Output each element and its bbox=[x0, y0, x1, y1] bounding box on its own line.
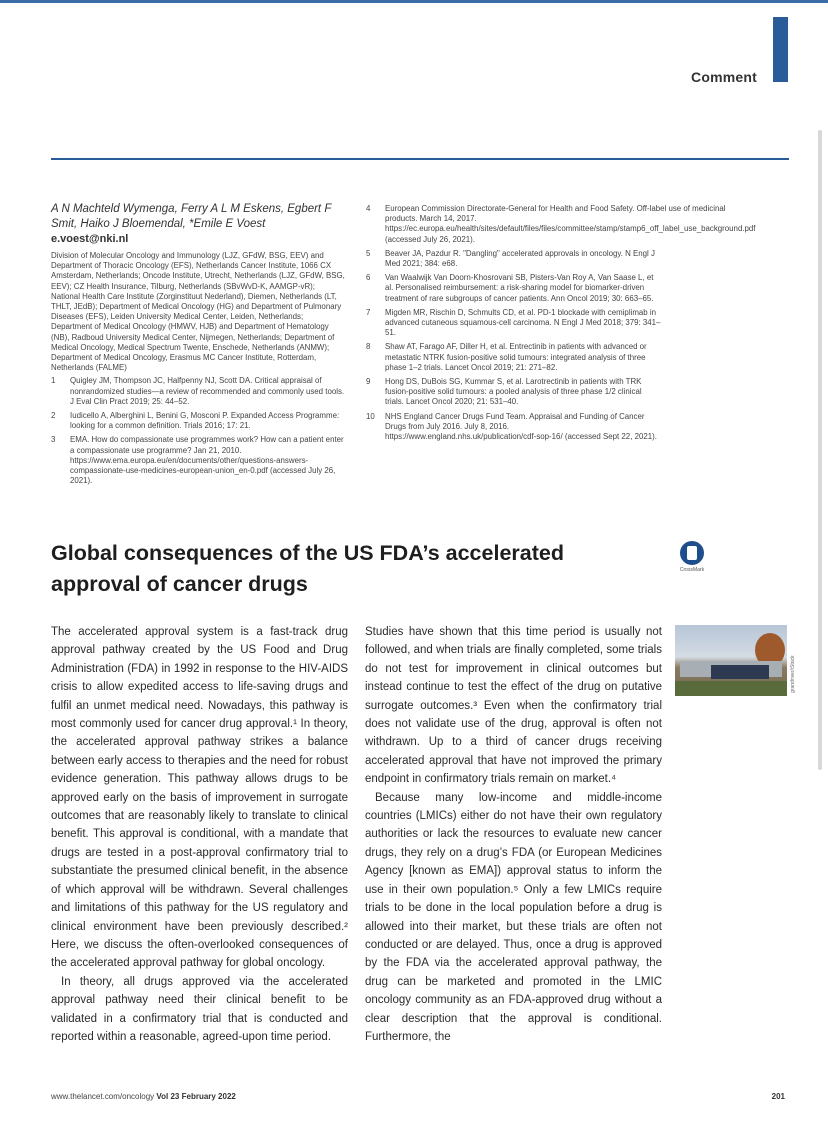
reference-item bbox=[366, 342, 662, 373]
body-paragraph: In theory, all drugs approved via the accelerated approval pathway need their clinical benefit to be validated in a confirmatory trial that is conducted and reported within a reasonable, agreed-upon time period. bbox=[51, 975, 348, 1043]
photo-credit bbox=[788, 625, 797, 696]
article-title: Global consequences of the US FDA’s accelerated approval of cancer drugs bbox=[51, 541, 564, 596]
footer-issue: Vol 23 February 2022 bbox=[156, 1092, 236, 1101]
section-tab-marker bbox=[773, 17, 788, 82]
reference-text: NHS England Cancer Drugs Fund Team. Appraisal and Funding of Cancer Drugs from July 2016. July 8, 2016. https://www.england.nhs.uk/publication/cdf-sop-16/ (accessed Sept 22, 2021). bbox=[385, 411, 657, 442]
body-paragraph: Because many low-income and middle-income countries (LMICs) either do not have their own regulatory authorities or lack the resources to evaluate new cancer drugs, they rely on a drug’s FDA (or European Medicines Agency [known as EMA]) approval status to inform the use in their own population.⁵ Only a few LMICs require trials to be done in the local population before a drug is allowed into their market, but these trials are often not conducted or are delayed. Thus, once a drug is approved by the FDA via the accelerated approval pathway, the drug can be marketed and promoted in the LMIC oncology community as an FDA-approved drug without a clear description that the approval is conditional. Furthermore, the bbox=[365, 791, 662, 1043]
reference-number: 3 bbox=[51, 435, 56, 445]
reference-item bbox=[366, 377, 662, 408]
reference-number: 7 bbox=[366, 307, 371, 317]
references-left bbox=[51, 376, 346, 486]
reference-text: EMA. How do compassionate use programmes work? How can a patient enter a compassionate use programme? Jan 21, 2010. https://www.ema.europa.eu/en/documents/other/questions-answers-compassionate-use-medicines-european-union_en-0.pdf (accessed July 26, 2021). bbox=[70, 435, 344, 486]
reference-item bbox=[366, 308, 662, 339]
reference-number: 10 bbox=[366, 411, 375, 421]
scrollbar[interactable] bbox=[818, 130, 822, 770]
reference-item bbox=[366, 249, 662, 269]
reference-number: 4 bbox=[366, 204, 371, 213]
section-label: Comment bbox=[691, 69, 757, 85]
body-paragraph: Studies have shown that this time period is usually not followed, and when trials are finally completed, some trials do not test for improvement in clinical outcomes but instead continue to test the effect of the drug on putative surrogate outcomes.³ Even when the confirmatory trial does not validate use of the drug, approval is often not withdrawn. Up to a third of cancer drugs receiving accelerated approval that have not improved the primary endpoint in confirmatory trials remain on market.⁴ bbox=[365, 626, 662, 786]
article-body-column-2 bbox=[365, 623, 662, 1046]
author-email[interactable]: e.voest@nki.nl bbox=[51, 233, 129, 245]
reference-item bbox=[51, 376, 346, 407]
reference-item bbox=[366, 273, 662, 304]
photo-lawn bbox=[675, 681, 787, 696]
reference-item bbox=[366, 412, 662, 443]
photo-fda-sign bbox=[711, 665, 769, 679]
reference-text: Hong DS, DuBois SG, Kummar S, et al. Larotrectinib in patients with TRK fusion-positive solid tumours: a pooled analysis of three phase 1/2 clinical trials. Lancet Oncol 2020; 21: 531–40. bbox=[385, 377, 642, 407]
author-names: A N Machteld Wymenga, Ferry A L M Eskens, Egbert F Smit, Haiko J Bloemendal, *Emile E Voest bbox=[51, 203, 332, 230]
reference-text: Beaver JA, Pazdur R. "Dangling" accelerated approvals in oncology. N Engl J Med 2021; 384: e68. bbox=[385, 248, 655, 269]
top-accent-bar bbox=[0, 0, 828, 3]
reference-item bbox=[366, 204, 756, 245]
reference-number: 6 bbox=[366, 273, 371, 283]
footer-journal bbox=[51, 1092, 236, 1101]
reference-number: 5 bbox=[366, 248, 371, 258]
fda-building-photo bbox=[675, 625, 787, 696]
reference-text: Shaw AT, Farago AF, Diller H, et al. Entrectinib in patients with advanced or metastatic NTRK fusion-positive solid tumours: integrated analysis of three phase 1–2 trials. Lancet Oncol 2019; 21: 271–82. bbox=[385, 342, 647, 372]
crossmark-label: CrossMark bbox=[679, 567, 705, 573]
reference-item bbox=[51, 411, 346, 431]
reference-number: 2 bbox=[51, 411, 56, 421]
footer-url[interactable]: www.thelancet.com/oncology bbox=[51, 1092, 155, 1101]
photo-credit-text: grandriver/iStock bbox=[790, 655, 796, 693]
reference-number: 8 bbox=[366, 342, 371, 352]
reference-item bbox=[51, 435, 346, 486]
reference-number: 9 bbox=[366, 377, 371, 387]
reference-number: 1 bbox=[51, 376, 56, 386]
header-rule bbox=[51, 158, 789, 160]
reference-text: Migden MR, Rischin D, Schmults CD, et al. PD-1 blockade with cemiplimab in advanced cutaneous squamous-cell carcinoma. N Engl J Med 2018; 379: 341–51. bbox=[385, 307, 661, 338]
authors-column bbox=[51, 202, 346, 490]
reference-text: Iudicello A, Alberghini L, Benini G, Mosconi P. Expanded Access Programme: looking for a common definition. Trials 2016; 17: 21. bbox=[70, 411, 340, 431]
page-number: 201 bbox=[771, 1092, 785, 1101]
body-paragraph: The accelerated approval system is a fast-track drug approval pathway created by the US Food and Drug Administration (FDA) in 1992 in response to the HIV-AIDS crisis to allow expedited access to life-saving drugs and fulfil an unmet medical need. Nowadays, this pathway is most commonly used for cancer drug approval.¹ In theory, the accelerated approval pathway strikes a balance between early access to therapies and the need for robust evidence generation. This pathway allows drugs to be approved early on the basis of improvement in surrogate outcomes that are reasonably likely to translate to clinical benefit. This approval is conditional, with a mandate that drugs are tested in a post-approval confirmatory trial to substantiate the presumed clinical benefit, in the absence of which approval will be withdrawn. Several challenges and limitations of this pathway for the US regulatory and clinical environment have been previously described.² Here, we discuss the often-overlooked consequences of the accelerated approval pathway for global oncology. bbox=[51, 626, 348, 970]
references-right bbox=[366, 204, 756, 446]
crossmark-icon bbox=[680, 541, 704, 565]
author-affiliations: Division of Molecular Oncology and Immunology (LJZ, GFdW, BSG, EEV) and Department of Thoracic Oncology (EFS), Netherlands Cancer Institute, 1066 CX Amsterdam, Netherlands; Oncode Institute, Utrecht, Netherlands (LJZ, GFdW, BSG, EEV); CZ Health Insurance, Tilburg, Netherlands (SBvWvD-K, AAMGP-vR); National Health Care Institute (Zorginstituut Nederland), Diemen, Netherlands (LT, THLT, JEdB); Department of Medical Oncology (HG) and Department of Pulmonary Diseases (EFS), Leiden University Medical Center, Leiden, Netherlands; Department of Medical Oncology (HMWV, HJB) and Department of Hematology (NB), Radboud University Medical Center, Nijmegen, Netherlands; Department of Medical Oncology, Medical Spectrum Twente, Enschede, Netherlands (ANMW); Department of Medical Oncology, Erasmus MC Cancer Institute, Rotterdam, Netherlands (FALME) bbox=[51, 251, 345, 373]
reference-text: Van Waalwijk Van Doorn-Khosrovani SB, Pisters-Van Roy A, Van Saase L, et al. Personalised reimbursement: a risk-sharing model for biomarker-driven treatment of rare subgroups of cancer patients. Ann Oncol 2019; 30: 663–65. bbox=[385, 273, 654, 303]
reference-text: Quigley JM, Thompson JC, Halfpenny NJ, Scott DA. Critical appraisal of nonrandomized studies—a review of recommended and commonly used tools. J Eval Clin Pract 2019; 25: 44–52. bbox=[70, 376, 345, 406]
article-body-column-1 bbox=[51, 623, 348, 1046]
crossmark-badge[interactable] bbox=[675, 541, 709, 581]
reference-text: European Commission Directorate-General for Health and Food Safety. Off-label use of medicinal products. March 14, 2017. https://ec.europa.eu/health/sites/default/files/files/committee/stamp/stamp6_off_label_use_background.pdf (accessed July 26, 2021). bbox=[385, 204, 756, 244]
